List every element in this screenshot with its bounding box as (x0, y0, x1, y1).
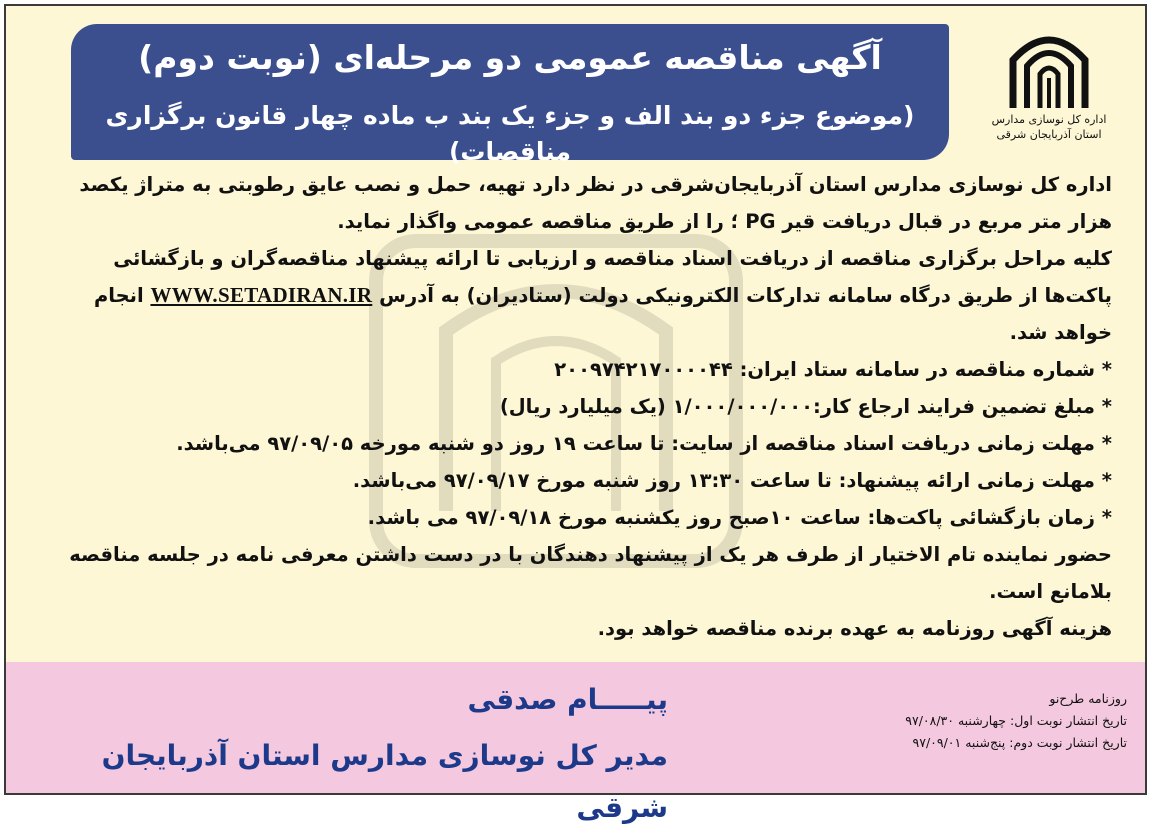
process-text-part1: کلیه مراحل برگزاری مناقصه از دریافت اسناد مناقصه و ارزیابی تا ارائه پیشنهاد مناقصه‌گران و بازگشائی پاکت‌ها از طریق درگاه سامانه تدارکات الکترونیکی دولت (ستادیران) به آدرس (113, 247, 1112, 307)
newspaper-name: روزنامه طرح‌نو (1049, 691, 1127, 706)
attendance-note: حضور نماینده تام الاختیار از طرف هر یک از پیشنهاد دهندگان با در دست داشتن معرفی نامه در جلسه مناقصه بلامانع است. (69, 543, 1112, 603)
announcement-body (64, 166, 1112, 644)
process-text-part2: انجام خواهد شد. (93, 284, 1112, 344)
tender-advertisement (4, 4, 1147, 824)
first-publication-date: تاریخ انتشار نوبت اول: چهارشنبه ۹۷/۰۸/۳۰ (905, 713, 1127, 728)
signer-title: مدیر کل نوسازی مدارس استان آذربایجان شرقی (101, 739, 668, 824)
tender-number: * شماره مناقصه در سامانه ستاد ایران: ۲۰۰۹۷۴۲۱۷۰۰۰۰۴۴ (554, 358, 1112, 381)
intro-text-part2: را از طریق مناقصه عمومی واگذار نماید. (337, 210, 724, 233)
document-deadline: * مهلت زمانی دریافت اسناد مناقصه از سایت: تا ساعت ۱۹ روز دو شنبه مورخه ۹۷/۰۹/۰۵ می‌باشد. (176, 432, 1112, 455)
bid-deadline: * مهلت زمانی ارائه پیشنهاد: تا ساعت ۱۳:۳۰ روز شنبه مورخ ۹۷/۰۹/۱۷ می‌باشد. (352, 469, 1112, 492)
logo-org-line1: اداره کل نوسازی مدارس (991, 113, 1107, 126)
header-banner (71, 24, 949, 166)
logo-org-line2: استان آذربایجان شرقی (996, 128, 1102, 141)
opening-time: * زمان بازگشائی پاکت‌ها: ساعت ۱۰صبح روز یکشنبه مورخ ۹۷/۰۹/۱۸ می باشد. (367, 506, 1112, 529)
signer-name: پیـــــام صدقی (467, 683, 668, 716)
guarantee-amount: * مبلغ تضمین فرایند ارجاع کار:۱/۰۰۰/۰۰۰/۰۰۰ (یک میلیارد ریال) (499, 395, 1112, 418)
footer-band (6, 662, 1145, 824)
second-publication-date: تاریخ انتشار نوبت دوم: پنج‌شنبه ۹۷/۰۹/۰۱ (912, 735, 1127, 750)
setadiran-link[interactable]: WWW.SETADIRAN.IR (150, 283, 373, 307)
organization-logo (974, 26, 1124, 166)
publication-info (797, 688, 1127, 754)
cost-note: هزینه آگهی روزنامه به عهده برنده مناقصه خواهد بود. (597, 617, 1112, 640)
page-subtitle: (موضوع جزء دو بند الف و جزء یک بند ب ماده چهار قانون برگزاری مناقصات) (105, 101, 915, 166)
emblem-icon (1007, 26, 1091, 112)
page-title: آگهی مناقصه عمومی دو مرحله‌ای (نوبت دوم) (138, 38, 882, 77)
signature-block (58, 676, 668, 834)
process-paragraph (64, 240, 1112, 351)
intro-text-part1: اداره کل نوسازی مدارس استان آذربایجان‌شرقی در نظر دارد تهیه، حمل و نصب عایق رطوبتی به متراژ یکصد هزار متر مربع در قبال دریافت قیر PG ؛ (79, 173, 1112, 233)
intro-paragraph (64, 166, 1112, 240)
